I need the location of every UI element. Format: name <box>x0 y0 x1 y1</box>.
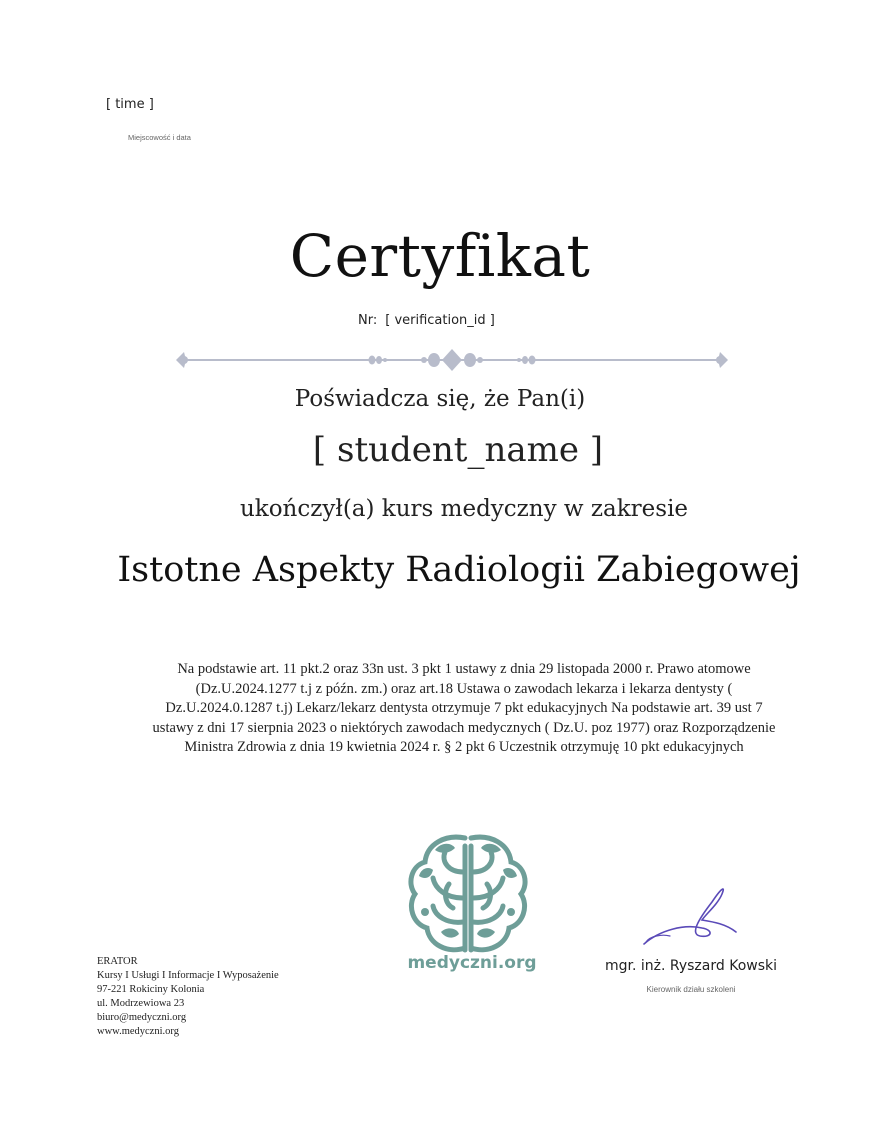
address-line: 97-221 Rokiciny Kolonia <box>97 984 205 995</box>
logo-text: medyczni.org <box>407 953 537 973</box>
signer-name: mgr. inż. Ryszard Kowski <box>604 958 777 974</box>
ornament-divider-icon <box>172 344 732 376</box>
attest-text: Poświadcza się, że Pan(i) <box>294 386 586 412</box>
legal-basis-text: Na podstawie art. 11 pkt.2 oraz 33n ust. 3 pkt 1 ustawy z dnia 29 listopada 2000 r. Prawo atomowe (Dz.U.2024.1277 t.j z późn. zm.) oraz art.18 Ustawa o zawodach lekarza i lekarza dentysty ( Dz.U.2024.0.1287 t.j) Lekarz/lekarz dentysta otrzymuje 7 pkt edukacyjnych Na podstawie art. 39 ust 7 ustawy z dni 17 sierpnia 2023 o niektórych zawodach medycznych ( Dz.U. poz 1977) oraz Rozporządzenie Ministra Zdrowia z dnia 19 kwietnia 2024 r. § 2 pkt 6 Uczestnik otrzymuję 10 pkt edukacyjnych <box>152 661 776 755</box>
number-label: Nr: <box>358 313 378 328</box>
address-line: ERATOR <box>97 956 138 967</box>
signer-role: Kierownik działu szkoleni <box>646 985 736 994</box>
brain-leaves-icon <box>405 832 531 958</box>
completed-text: ukończył(a) kurs medyczny w zakresie <box>239 496 689 522</box>
certificate-title: Certyfikat <box>289 222 591 290</box>
address-line: www.medyczni.org <box>97 1026 179 1037</box>
company-address <box>97 955 279 1039</box>
address-line: Kursy I Usługi I Informacje I Wyposażenie <box>97 970 279 981</box>
time-placeholder: [ time ] <box>106 97 154 112</box>
number-value: [ verification_id ] <box>385 313 495 328</box>
student-name: [ student_name ] <box>312 430 604 470</box>
certificate-number <box>358 313 495 328</box>
address-line: ul. Modrzewiowa 23 <box>97 998 185 1009</box>
signature-icon <box>640 880 744 950</box>
address-line: biuro@medyczni.org <box>97 1012 187 1023</box>
course-name: Istotne Aspekty Radiologii Zabiegowej <box>117 550 801 590</box>
time-caption: Miejscowość i data <box>128 133 191 142</box>
